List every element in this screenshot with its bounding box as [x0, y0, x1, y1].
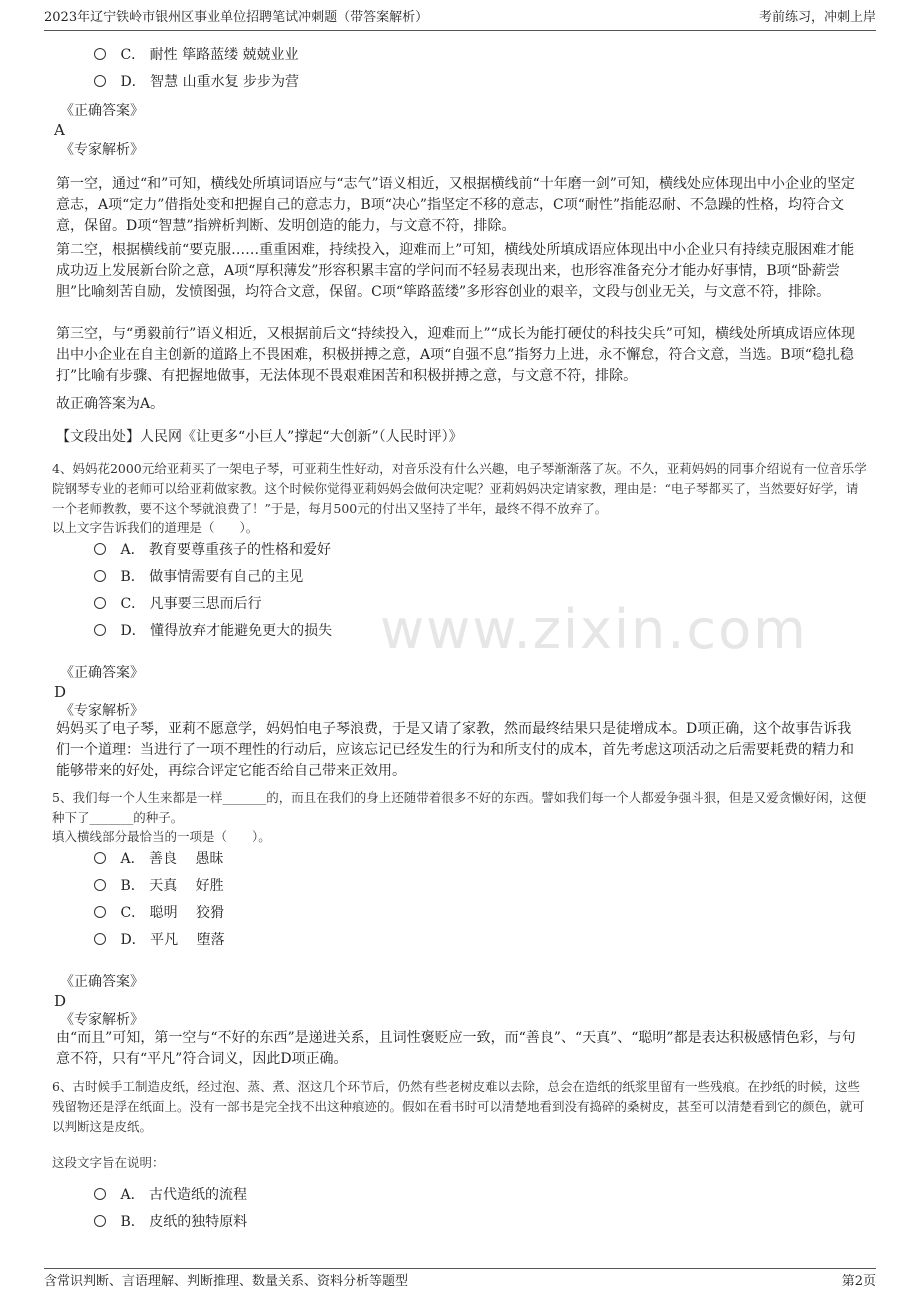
q3-option-d[interactable]: D． 智慧 山重水复 步步为营 — [94, 71, 299, 93]
radio-icon[interactable] — [94, 933, 106, 945]
q4-option-c[interactable]: C． 凡事要三思而后行 — [94, 593, 262, 615]
q5-analysis-label: 《专家解析》 — [60, 1012, 144, 1028]
header-slogan: 考前练习，冲刺上岸 — [758, 10, 876, 25]
q6-option-a[interactable]: A． 古代造纸的流程 — [94, 1184, 247, 1206]
radio-icon[interactable] — [94, 48, 106, 60]
radio-icon[interactable] — [94, 852, 106, 864]
q5-stem: 5、我们每一个人生来都是一样_______的，而且在我们的身上还随带着很多不好的东西。譬如我们每一个人都爱争强斗狠，但是又爱贪懒好闲，这便种下了_______的种子。 — [52, 790, 867, 825]
q4-option-a[interactable]: A． 教育要尊重孩子的性格和爱好 — [94, 539, 331, 561]
q5-analysis: 由“而且”可知，第一空与“不好的东西”是递进关系，且词性褒贬应一致，而“善良”、“天真”、“聪明”都是表达积极感情色彩，与句意不符，只有“平凡”符合词义，因此D项正确。 — [56, 1030, 856, 1067]
q3-option-c[interactable]: C． 耐性 筚路蓝缕 兢兢业业 — [94, 44, 299, 66]
radio-icon[interactable] — [94, 1215, 106, 1227]
q6-stem: 6、古时候手工制造皮纸，经过泡、蒸、煮、沤这几个环节后，仍然有些老树皮难以去除，总会在造纸的纸浆里留有一些残痕。在抄纸的时候，这些残留物还是浮在纸面上。没有一部书是完全找不出这种痕迹的。假如在看书时可以清楚地看到没有捣碎的桑树皮，甚至可以清楚看到它的颜色，就可以判断这是皮纸。 — [52, 1079, 865, 1134]
q5-answer: D — [54, 992, 67, 1010]
watermark: www.zixin.com — [380, 598, 808, 661]
q6-prompt: 这段文字旨在说明： — [52, 1155, 165, 1170]
q5-option-c[interactable]: C． 聪明 狡猾 — [94, 902, 224, 924]
q3-analysis-p3: 第三空，与“勇毅前行”语义相近，又根据前后文“持续投入，迎难而上”“成长为能打硬仗的科技尖兵”可知，横线处所填成语应体现出中小企业在自主创新的道路上不畏困难，积极拼搏之意，A项“自强不息”指努力上进，永不懈怠，符合文意，当选。B项“稳扎稳打”比喻有步骤、有把握地做事，无法体现不畏艰难困苦和积极拼搏之意，与文意不符，排除。 — [56, 326, 855, 384]
radio-icon[interactable] — [94, 879, 106, 891]
q5-option-a[interactable]: A． 善良 愚昧 — [94, 848, 223, 870]
page-header — [44, 8, 876, 31]
q3-analysis-p1: 第一空，通过“和”可知，横线处所填词语应与“志气”语义相近，又根据横线前“十年磨一剑”可知，横线处应体现出中小企业的坚定意志，A项“定力”借指处变和把握自己的意志力，B项“决心”指坚定不移的意志，C项“耐性”指能忍耐、不急躁的性格，均符合文意，保留。D项“智慧”指辨析判断、发明创造的能力，与文意不符，排除。 — [56, 176, 855, 234]
q4-answer: D — [54, 683, 67, 701]
radio-icon[interactable] — [94, 543, 106, 555]
q4-option-b[interactable]: B． 做事情需要有自己的主见 — [94, 566, 303, 588]
q6-option-b[interactable]: B． 皮纸的独特原料 — [94, 1211, 247, 1233]
radio-icon[interactable] — [94, 1188, 106, 1200]
q4-analysis: 妈妈买了电子琴，亚莉不愿意学，妈妈怕电子琴浪费，于是又请了家教，然而最终结果只是徒增成本。D项正确，这个故事告诉我们一个道理：当进行了一项不理性的行动后，应该忘记已经发生的行为和所支付的成本，首先考虑这项活动之后需要耗费的精力和能够带来的好处，再综合评定它能否给自己带来正效用。 — [56, 721, 854, 779]
page-number: 第2页 — [841, 1274, 876, 1289]
footer-categories: 含常识判断、言语理解、判断推理、数量关系、资料分析等题型 — [44, 1274, 409, 1289]
radio-icon[interactable] — [94, 597, 106, 609]
q5-option-d[interactable]: D． 平凡 堕落 — [94, 929, 225, 951]
q3-analysis-label: 《专家解析》 — [60, 142, 144, 158]
page-footer — [44, 1268, 876, 1293]
q5-prompt: 填入横线部分最恰当的一项是（ ）。 — [52, 829, 271, 844]
q4-analysis-label: 《专家解析》 — [60, 703, 144, 719]
q4-answer-label: 《正确答案》 — [60, 665, 144, 681]
q3-source: 【文段出处】人民网《让更多“小巨人”撑起“大创新”（人民时评）》 — [56, 429, 463, 445]
q3-answer: A — [54, 121, 65, 139]
q4-option-d[interactable]: D． 懂得放弃才能避免更大的损失 — [94, 620, 332, 642]
q3-conclusion: 故正确答案为A。 — [56, 396, 165, 412]
q3-answer-label: 《正确答案》 — [60, 103, 144, 119]
q4-stem: 4、妈妈花2000元给亚莉买了一架电子琴，可亚莉生性好动，对音乐没有什么兴趣，电子琴渐渐落了灰。不久，亚莉妈妈的同事介绍说有一位音乐学院钢琴专业的老师可以给亚莉做家教。这个时候你觉得亚莉妈妈会做何决定呢？亚莉妈妈决定请家教，理由是：“电子琴都买了，当然要好好学，请一个老师教教，要不这个琴就浪费了！”于是，每月500元的付出又坚持了半年，最终不得不放弃了。 — [52, 461, 867, 516]
radio-icon[interactable] — [94, 570, 106, 582]
radio-icon[interactable] — [94, 624, 106, 636]
q3-analysis-p2: 第二空，根据横线前“要克服……重重困难，持续投入，迎难而上”可知，横线处所填成语应体现出中小企业只有持续克服困难才能成功迈上发展新台阶之意，A项“厚积薄发”形容积累丰富的学问而不轻易表现出来，也形容准备充分才能办好事情，B项“卧薪尝胆”比喻刻苦自励，发愤图强，均符合文意，保留。C项“筚路蓝缕”多形容创业的艰辛，文段与创业无关，与文意不符，排除。 — [56, 242, 855, 300]
radio-icon[interactable] — [94, 906, 106, 918]
radio-icon[interactable] — [94, 75, 106, 87]
q4-prompt: 以上文字告诉我们的道理是（ ）。 — [52, 520, 259, 535]
q5-answer-label: 《正确答案》 — [60, 974, 144, 990]
q5-option-b[interactable]: B． 天真 好胜 — [94, 875, 224, 897]
document-title: 2023年辽宁铁岭市银州区事业单位招聘笔试冲刺题（带答案解析） — [44, 10, 429, 25]
